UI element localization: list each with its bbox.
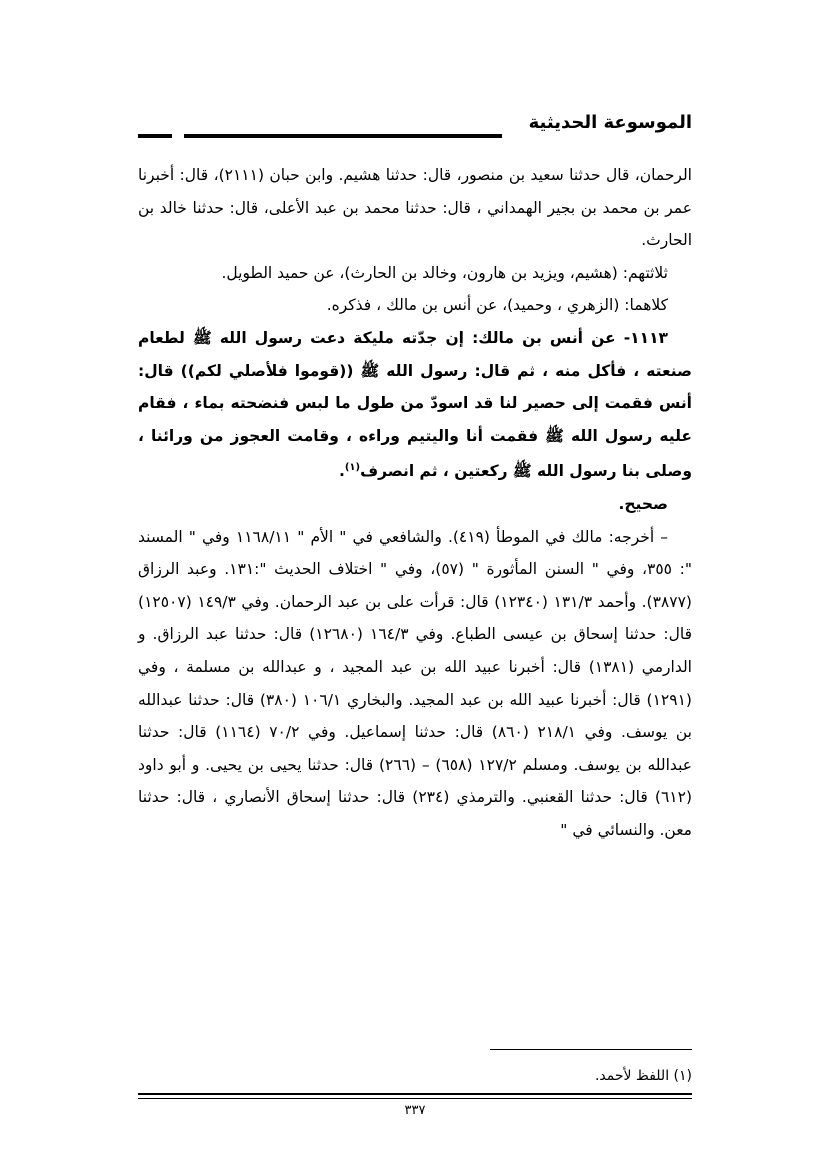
header-title: الموسوعة الحديثية [528, 112, 692, 133]
header-rule-short [138, 134, 172, 138]
hadith-body: ١١١٣- عن أنس بن مالك: إن جدّته مليكة دعت رسول الله ﷺ لطعام صنعته ، فأكل منه ، ثم قال: رسول الله ﷺ ((قوموا فلأصلي لكم)) قال: أنس فقمت إلى حصير لنا قد اسودّ من طول ما لبس فنضحته بماء ، فقام عليه رسول الله ﷺ فقمت أنا واليتيم وراءه ، وقامت العجوز من ورائنا ، وصلى بنا رسول الله ﷺ ركعتين ، ثم انصرف [138, 328, 692, 481]
page-number: ٣٣٧ [404, 1103, 426, 1118]
footnote: (١) اللفظ لأحمد. [594, 1068, 692, 1084]
header-rule [184, 134, 502, 138]
hadith-text [138, 322, 692, 488]
footnote-ref: (١) [344, 462, 361, 474]
footer-rule [138, 1093, 692, 1095]
paragraph-thalathatuhum: ثلاثتهم: (هشيم، ويزيد بن هارون، وخالد بن الحارث)، عن حميد الطويل. [221, 263, 668, 282]
page-body [138, 159, 692, 847]
hadith-end: . [338, 462, 345, 481]
paragraph-chain-continued: الرحمان، قال حدثنا سعيد بن منصور، قال: حدثنا هشيم. وابن حبان (٢١١١)، قال: أخبرنا عمر بن محمد بن بجير الهمداني ، قال: حدثنا محمد بن عبد الأعلى، قال: حدثنا خالد بن الحارث. [138, 166, 692, 250]
footer-rule-thin [138, 1098, 692, 1099]
paragraph-kilahuma: كلاهما: (الزهري ، وحميد)، عن أنس بن مالك ، فذكره. [326, 296, 668, 315]
takhrij-paragraph: – أخرجه: مالك في الموطأ (٤١٩). والشافعي في " الأم " ١١٦٨/١١ وفي " المسند ": ٣٥٥، وفي " السنن المأثورة " (٥٧)، وفي " اختلاف الحديث ":١٣١. وعبد الرزاق (٣٨٧٧). وأحمد ١٣١/٣ (١٢٣٤٠) قال: قرأت على بن عبد الرحمان. وفي ١٤٩/٣ (١٢٥٠٧) قال: حدثنا إسحاق بن عيسى الطباع. وفي ١٦٤/٣ (١٢٦٨٠) قال: حدثنا عبد الرزاق. و الدارمي (١٣٨١) قال: أخبرنا عبيد الله بن عبد المجيد ، و عبدالله بن مسلمة ، وفي (١٢٩١) قال: أخبرنا عبيد الله بن عبد المجيد. والبخاري ١٠٦/١ (٣٨٠) قال: حدثنا عبدالله بن يوسف. وفي ٢١٨/١ (٨٦٠) قال: حدثنا إسماعيل. وفي ٧٠/٢ (١١٦٤) قال: حدثنا عبدالله بن يوسف. ومسلم ١٢٧/٢ (٦٥٨) – (٢٦٦) قال: حدثنا يحيى بن يحيى. و أبو داود (٦١٢) قال: حدثنا القعنبي. والترمذي (٢٣٤) قال: حدثنا إسحاق الأنصاري ، قال: حدثنا معن. والنسائي في " [138, 527, 692, 840]
hadith-grade: صحيح. [618, 495, 668, 514]
footnote-separator [490, 1049, 692, 1050]
running-header [138, 112, 692, 142]
